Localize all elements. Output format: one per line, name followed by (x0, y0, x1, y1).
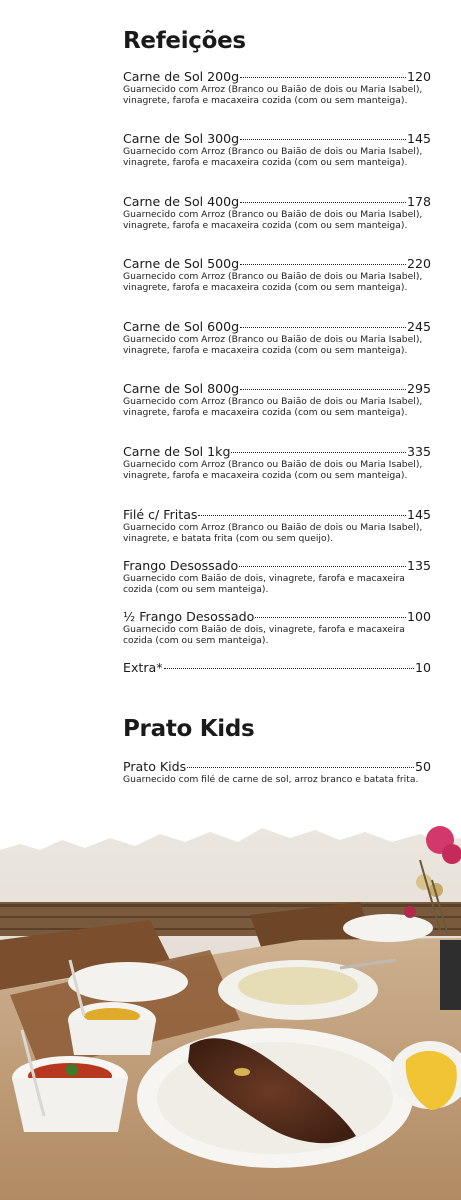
item-price: 10 (414, 660, 431, 675)
item-description: Guarnecido com Arroz (Branco ou Baião de dois ou Maria Isabel), vinagrete, farofa e macaxeira cozida (com ou sem manteiga). (123, 334, 423, 356)
menu-item (123, 445, 431, 481)
menu-item (123, 559, 431, 595)
item-name: Carne de Sol 800g (123, 381, 240, 396)
food-photo (0, 820, 461, 1200)
item-description: Guarnecido com Arroz (Branco ou Baião de dois ou Maria Isabel), vinagrete, farofa e macaxeira cozida (com ou sem manteiga). (123, 209, 423, 231)
leader-dots (240, 202, 406, 203)
menu-item (123, 70, 431, 106)
menu-item (123, 610, 431, 646)
item-price: 145 (406, 507, 431, 522)
menu-item (123, 320, 431, 356)
item-price: 335 (406, 444, 431, 459)
item-description: Guarnecido com Baião de dois, vinagrete, farofa e macaxeira cozida (com ou sem manteiga). (123, 573, 405, 595)
item-description: Guarnecido com Arroz (Branco ou Baião de dois ou Maria Isabel), vinagrete, farofa e macaxeira cozida (com ou sem manteiga). (123, 84, 423, 106)
item-description: Guarnecido com Arroz (Branco ou Baião de dois ou Maria Isabel), vinagrete, farofa e macaxeira cozida (com ou sem manteiga). (123, 396, 423, 418)
item-description: Guarnecido com filé de carne de sol, arroz branco e batata frita. (123, 774, 419, 785)
item-price: 245 (406, 319, 431, 334)
leader-dots (164, 668, 414, 669)
item-price: 100 (406, 609, 431, 624)
item-description: Guarnecido com Arroz (Branco ou Baião de dois ou Maria Isabel), vinagrete, e batata frita (com ou sem queijo). (123, 522, 423, 544)
item-name: Carne de Sol 1kg (123, 444, 231, 459)
item-name: Carne de Sol 400g (123, 194, 240, 209)
leader-dots (239, 566, 406, 567)
menu-item (123, 257, 431, 293)
section-title-prato-kids: Prato Kids (123, 716, 255, 742)
item-name: Extra* (123, 660, 163, 675)
item-name: Filé c/ Fritas (123, 507, 198, 522)
leader-dots (240, 264, 406, 265)
menu-item (123, 760, 431, 785)
item-price: 145 (406, 131, 431, 146)
item-name: Carne de Sol 500g (123, 256, 240, 271)
item-name: Carne de Sol 200g (123, 69, 240, 84)
menu-item (123, 382, 431, 418)
menu-item (123, 195, 431, 231)
item-price: 120 (406, 69, 431, 84)
item-description: Guarnecido com Arroz (Branco ou Baião de dois ou Maria Isabel), vinagrete, farofa e macaxeira cozida (com ou sem manteiga). (123, 459, 423, 481)
item-name: Carne de Sol 300g (123, 131, 240, 146)
item-name: Frango Desossado (123, 558, 239, 573)
food-photo-illustration (0, 820, 461, 1200)
leader-dots (255, 617, 406, 618)
item-price: 135 (406, 558, 431, 573)
leader-dots (240, 327, 406, 328)
item-price: 178 (406, 194, 431, 209)
item-name: Carne de Sol 600g (123, 319, 240, 334)
leader-dots (240, 77, 406, 78)
leader-dots (198, 515, 405, 516)
leader-dots (240, 139, 406, 140)
item-price: 220 (406, 256, 431, 271)
item-name: ½ Frango Desossado (123, 609, 255, 624)
leader-dots (240, 389, 406, 390)
item-price: 50 (414, 759, 431, 774)
item-description: Guarnecido com Arroz (Branco ou Baião de dois ou Maria Isabel), vinagrete, farofa e macaxeira cozida (com ou sem manteiga). (123, 271, 423, 293)
menu-item (123, 661, 431, 675)
item-description: Guarnecido com Arroz (Branco ou Baião de dois ou Maria Isabel), vinagrete, farofa e macaxeira cozida (com ou sem manteiga). (123, 146, 423, 168)
menu-item (123, 132, 431, 168)
item-description: Guarnecido com Baião de dois, vinagrete, farofa e macaxeira cozida (com ou sem manteiga). (123, 624, 405, 646)
section-title-refeicoes: Refeições (123, 28, 246, 54)
leader-dots (231, 452, 406, 453)
item-name: Prato Kids (123, 759, 187, 774)
leader-dots (187, 767, 414, 768)
item-price: 295 (406, 381, 431, 396)
menu-item (123, 508, 431, 544)
